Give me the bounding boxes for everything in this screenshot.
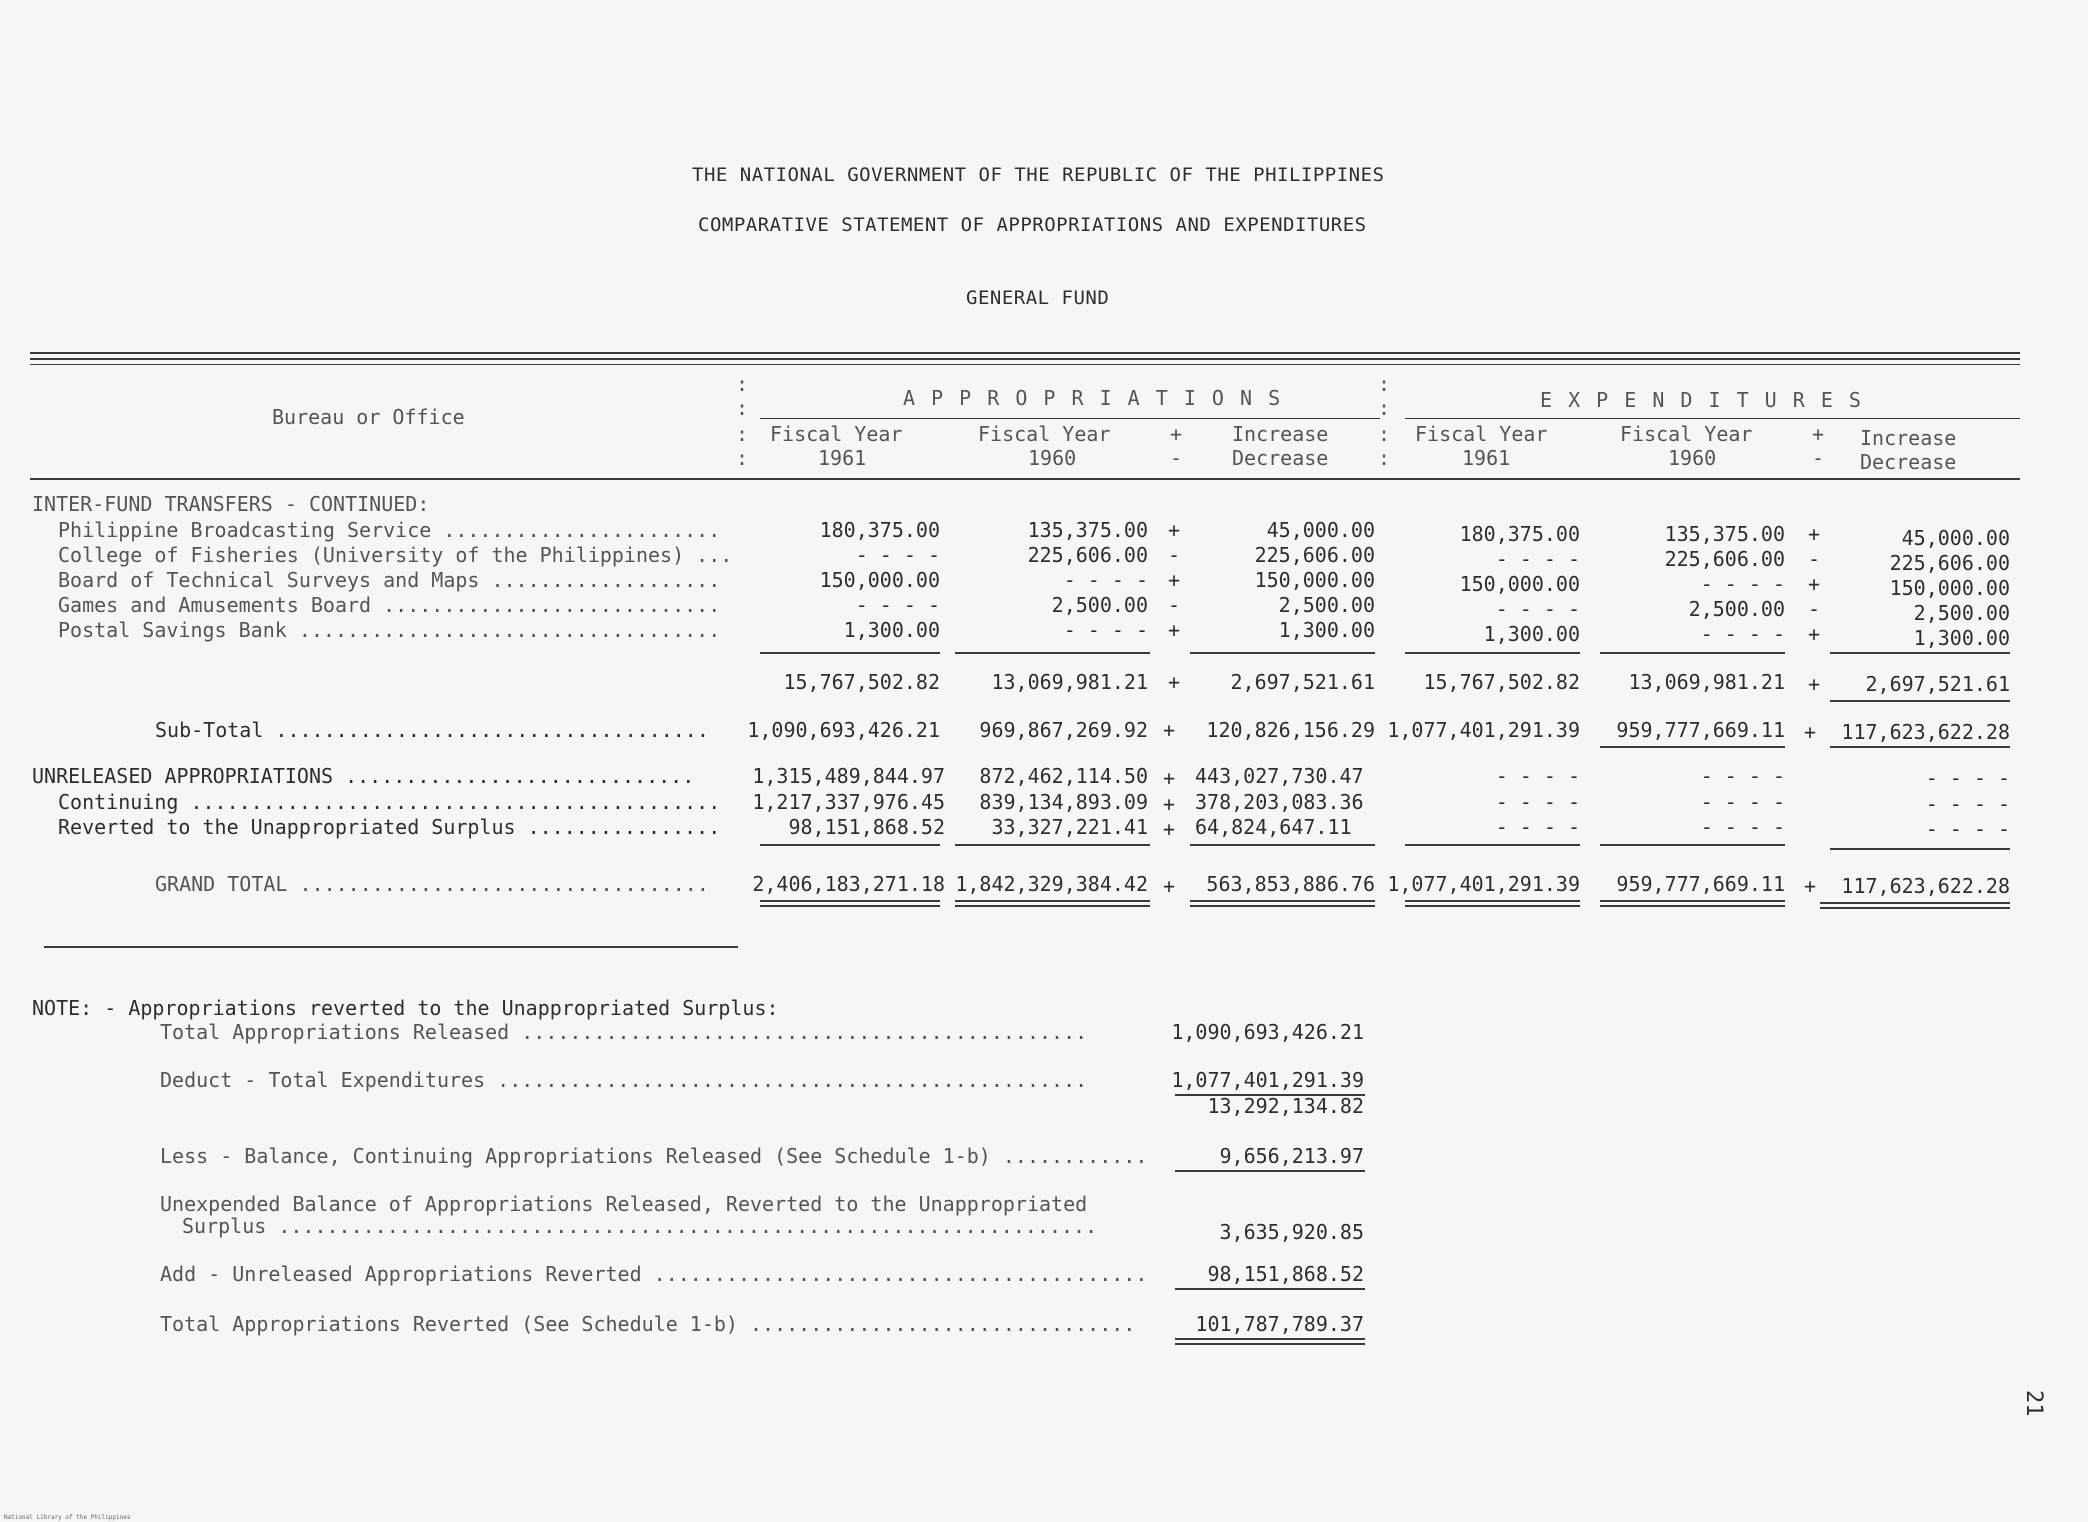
subtotal-e61: 1,077,401,291.39 (1387, 718, 1580, 742)
top-rule-2 (30, 358, 2020, 360)
double-underline (1175, 1343, 1365, 1345)
subtotal-ad: 120,826,156.29 (1206, 718, 1375, 742)
year-1961-header: 1961 (818, 446, 867, 470)
row-a61: 180,375.00 (819, 518, 940, 542)
row-e60: 2,500.00 (1688, 597, 1785, 621)
double-underline (1405, 905, 1580, 907)
exp-fiscal-year-1960-header: Fiscal Year (1620, 422, 1753, 446)
double-underline (1820, 902, 2010, 904)
grand-ed: 117,623,622.28 (1841, 874, 2010, 898)
row-e-sign: + (1808, 572, 1821, 596)
subtotal-a-sign: + (1163, 718, 1176, 742)
unreleased-a61: 1,315,489,844.97 (752, 764, 945, 788)
row-a-sign: - (1168, 593, 1181, 617)
unreleased-a61: 1,217,337,976.45 (752, 790, 945, 814)
fund-title: GENERAL FUND (966, 287, 1110, 309)
grand-a-sign: + (1163, 874, 1176, 898)
note-item-value: 1,090,693,426.21 (1171, 1020, 1364, 1044)
row-e61: - - - - (1495, 597, 1580, 621)
col-sep-colon: : (1378, 372, 1391, 396)
row-ed: 225,606.00 (1889, 551, 2010, 575)
row-a60: 225,606.00 (1027, 543, 1148, 567)
underline (1600, 844, 1785, 846)
note-item-label: Less - Balance, Continuing Appropriations Released (See Schedule 1-b) ............ (160, 1144, 1148, 1168)
col-sep-colon: : (736, 372, 749, 396)
note-item-label: Deduct - Total Expenditures ................................................. (160, 1068, 1088, 1092)
row-a60: - - - - (1063, 568, 1148, 592)
double-underline (1600, 900, 1785, 902)
decrease-header: Decrease (1232, 446, 1329, 470)
note-item-label: Total Appropriations Reverted (See Schedule 1-b) ................................ (160, 1312, 1136, 1336)
subtotal-e-sign: + (1804, 720, 1817, 744)
note-item-value: 9,656,213.97 (1219, 1144, 1364, 1168)
row-ed: 2,500.00 (1913, 601, 2010, 625)
row-e60: - - - - (1700, 622, 1785, 646)
unreleased-e61: - - - - (1495, 790, 1580, 814)
section-heading: INTER-FUND TRANSFERS - CONTINUED: (32, 492, 430, 516)
unreleased-a60: 33,327,221.41 (991, 815, 1148, 839)
grand-e-sign: + (1804, 874, 1817, 898)
note-item-value: 98,151,868.52 (1207, 1262, 1364, 1286)
row-a61: 150,000.00 (819, 568, 940, 592)
page-number: 21 (2021, 1390, 2046, 1417)
underline (1190, 844, 1375, 846)
underline (1175, 1288, 1365, 1290)
underline (1175, 1170, 1365, 1172)
note-item-label: Unexpended Balance of Appropriations Released, Reverted to the Unappropriated (160, 1192, 1088, 1216)
double-underline (955, 900, 1150, 902)
footer-small: National Library of the Philippines (4, 1514, 131, 1521)
bureau-header: Bureau or Office (272, 405, 465, 429)
double-underline (760, 900, 940, 902)
double-underline (1600, 905, 1785, 907)
unreleased-ed: - - - - (1925, 766, 2010, 790)
appropriations-header: A P P R O P R I A T I O N S (903, 386, 1283, 410)
totals-ed: 2,697,521.61 (1865, 672, 2010, 696)
row-label: Board of Technical Surveys and Maps ................... (58, 568, 721, 592)
underline (955, 844, 1150, 846)
col-sep-colon: : (1378, 446, 1391, 470)
row-a-sign: - (1168, 543, 1181, 567)
row-a61: - - - - (855, 543, 940, 567)
totals-e61: 15,767,502.82 (1423, 670, 1580, 694)
row-e61: 180,375.00 (1459, 522, 1580, 546)
row-a61: - - - - (855, 593, 940, 617)
expenditures-header: E X P E N D I T U R E S (1540, 388, 1863, 412)
year-1960-header: 1960 (1028, 446, 1077, 470)
col-sep-colon: : (736, 422, 749, 446)
double-underline (1190, 905, 1375, 907)
note-item-label-cont: Surplus .................................................................... (182, 1214, 1098, 1238)
row-e-sign: - (1808, 597, 1821, 621)
underline (1600, 746, 1785, 748)
col-sep-colon: : (1378, 396, 1391, 420)
subtotal-ed: 117,623,622.28 (1841, 720, 2010, 744)
row-a60: - - - - (1063, 618, 1148, 642)
unreleased-e61: - - - - (1495, 764, 1580, 788)
row-e60: - - - - (1700, 572, 1785, 596)
exp-year-1960-header: 1960 (1668, 446, 1717, 470)
grand-a60: 1,842,329,384.42 (955, 872, 1148, 896)
subtotal-label: Sub-Total .................................... (155, 718, 709, 742)
underline (1405, 844, 1580, 846)
underline (760, 652, 940, 654)
row-a61: 1,300.00 (843, 618, 940, 642)
row-ad: 225,606.00 (1254, 543, 1375, 567)
unreleased-ad: 443,027,730.47 (1195, 764, 1364, 788)
row-a-sign: + (1168, 518, 1181, 542)
fiscal-year-1960-header: Fiscal Year (978, 422, 1111, 446)
row-e61: 1,300.00 (1483, 622, 1580, 646)
double-underline (1405, 900, 1580, 902)
row-label: Postal Savings Bank ................................... (58, 618, 721, 642)
row-a-sign: + (1168, 568, 1181, 592)
unreleased-ad: 378,203,083.36 (1195, 790, 1364, 814)
unreleased-ed: - - - - (1925, 817, 2010, 841)
underline (1190, 652, 1375, 654)
totals-a60: 13,069,981.21 (991, 670, 1148, 694)
unreleased-label: Reverted to the Unappropriated Surplus ................ (58, 815, 721, 839)
exp-plus-header: + (1812, 422, 1825, 446)
double-underline (1175, 1338, 1365, 1340)
grand-a61: 2,406,183,271.18 (752, 872, 945, 896)
underline (1405, 652, 1580, 654)
totals-ad: 2,697,521.61 (1230, 670, 1375, 694)
row-label: Philippine Broadcasting Service ....................... (58, 518, 721, 542)
unreleased-e60: - - - - (1700, 764, 1785, 788)
note-item-value: 101,787,789.37 (1195, 1312, 1364, 1336)
top-rule-3 (30, 364, 2020, 365)
underline (760, 844, 940, 846)
totals-a-sign: + (1168, 670, 1181, 694)
note-item-value: 1,077,401,291.39 (1171, 1068, 1364, 1092)
note-item-value-result: 13,292,134.82 (1207, 1094, 1364, 1118)
row-ad: 150,000.00 (1254, 568, 1375, 592)
fiscal-year-1961-header: Fiscal Year (770, 422, 903, 446)
col-sep-colon: : (736, 446, 749, 470)
row-e61: 150,000.00 (1459, 572, 1580, 596)
row-e61: - - - - (1495, 547, 1580, 571)
row-ed: 45,000.00 (1901, 526, 2010, 550)
underline (955, 652, 1150, 654)
row-e-sign: - (1808, 547, 1821, 571)
totals-a61: 15,767,502.82 (783, 670, 940, 694)
unreleased-label: UNRELEASED APPROPRIATIONS ............................. (32, 764, 695, 788)
underline (1830, 700, 2010, 702)
row-e60: 225,606.00 (1664, 547, 1785, 571)
row-e-sign: + (1808, 522, 1821, 546)
plus-header: + (1170, 422, 1183, 446)
totals-e-sign: + (1808, 672, 1821, 696)
note-item-value: 3,635,920.85 (1219, 1220, 1364, 1244)
note-title: NOTE: - Appropriations reverted to the Unappropriated Surplus: (32, 996, 779, 1020)
totals-e60: 13,069,981.21 (1628, 670, 1785, 694)
subtotal-e60: 959,777,669.11 (1616, 718, 1785, 742)
row-ad: 45,000.00 (1266, 518, 1375, 542)
unreleased-e60: - - - - (1700, 790, 1785, 814)
underline (1600, 652, 1785, 654)
note-item-label: Add - Unreleased Appropriations Reverted ......................................... (160, 1262, 1148, 1286)
row-label: Games and Amusements Board ............................ (58, 593, 721, 617)
exp-decrease-header: Decrease (1860, 450, 1957, 474)
unreleased-e61: - - - - (1495, 815, 1580, 839)
col-sep-colon: : (736, 396, 749, 420)
row-ad: 1,300.00 (1278, 618, 1375, 642)
unreleased-e60: - - - - (1700, 815, 1785, 839)
unreleased-ed: - - - - (1925, 792, 2010, 816)
grand-e60: 959,777,669.11 (1616, 872, 1785, 896)
double-underline (955, 905, 1150, 907)
exp-increase-header: Increase (1860, 426, 1957, 450)
exp-minus-header: - (1812, 446, 1825, 470)
exp-fiscal-year-1961-header: Fiscal Year (1415, 422, 1548, 446)
unreleased-a-sign: + (1163, 792, 1176, 816)
approp-rule (760, 418, 1380, 419)
double-underline (760, 905, 940, 907)
row-label: College of Fisheries (University of the Philippines) ... (58, 543, 733, 567)
unreleased-a-sign: + (1163, 817, 1176, 841)
unreleased-ad: 64,824,647.11 (1195, 815, 1352, 839)
expend-rule (1405, 418, 2020, 419)
top-rule (30, 352, 2020, 354)
unreleased-a-sign: + (1163, 766, 1176, 790)
minus-header: - (1170, 446, 1183, 470)
subtotal-a60: 969,867,269.92 (979, 718, 1148, 742)
unreleased-label: Continuing ............................................ (58, 790, 721, 814)
government-title: THE NATIONAL GOVERNMENT OF THE REPUBLIC OF THE PHILIPPINES (692, 164, 1385, 186)
note-item-label: Total Appropriations Released ............................................... (160, 1020, 1088, 1044)
row-ed: 1,300.00 (1913, 626, 2010, 650)
unreleased-a60: 839,134,893.09 (979, 790, 1148, 814)
grand-total-label: GRAND TOTAL .................................. (155, 872, 709, 896)
grand-ad: 563,853,886.76 (1206, 872, 1375, 896)
row-ed: 150,000.00 (1889, 576, 2010, 600)
underline (1830, 652, 2010, 654)
unreleased-a60: 872,462,114.50 (979, 764, 1148, 788)
exp-year-1961-header: 1961 (1462, 446, 1511, 470)
row-a-sign: + (1168, 618, 1181, 642)
double-underline (1190, 900, 1375, 902)
row-e-sign: + (1808, 622, 1821, 646)
increase-header: Increase (1232, 422, 1329, 446)
row-a60: 2,500.00 (1051, 593, 1148, 617)
grand-e61: 1,077,401,291.39 (1387, 872, 1580, 896)
underline (1830, 746, 2010, 748)
statement-title: COMPARATIVE STATEMENT OF APPROPRIATIONS AND EXPENDITURES (698, 214, 1367, 236)
header-bottom-rule (30, 478, 2020, 480)
row-ad: 2,500.00 (1278, 593, 1375, 617)
col-sep-colon: : (1378, 422, 1391, 446)
note-separator (44, 946, 738, 948)
double-underline (1820, 907, 2010, 909)
row-a60: 135,375.00 (1027, 518, 1148, 542)
subtotal-a61: 1,090,693,426.21 (747, 718, 940, 742)
row-e60: 135,375.00 (1664, 522, 1785, 546)
underline (1830, 848, 2010, 850)
unreleased-a61: 98,151,868.52 (788, 815, 945, 839)
